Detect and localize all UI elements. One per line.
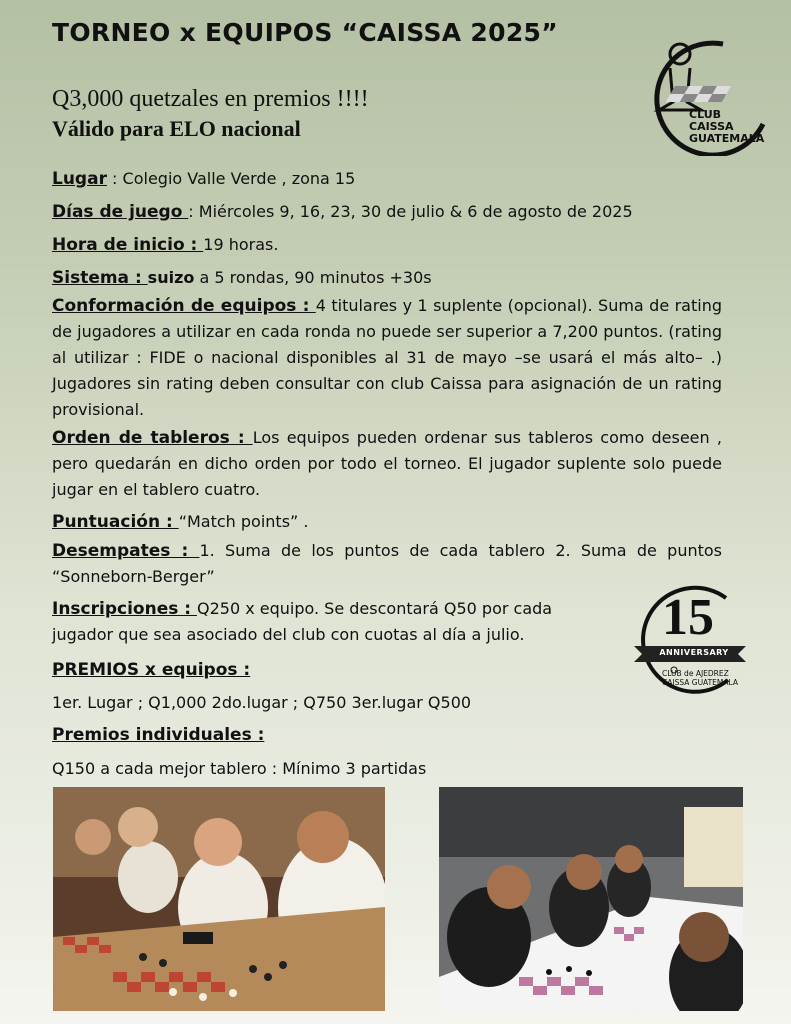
prize-headline: Q3,000 quetzales en premios !!!!: [52, 86, 369, 112]
conformacion-label: Conformación de equipos :: [52, 296, 316, 316]
premios-individuales-label: Premios individuales :: [52, 725, 265, 745]
premios-equipos-value: 1er. Lugar ; Q1,000 2do.lugar ; Q750 3er.lugar Q500: [52, 693, 472, 712]
sistema-label: Sistema :: [52, 268, 148, 288]
anniversary-line2: CAISSA GUATEMALA: [662, 678, 739, 687]
sistema-bold: suizo: [147, 268, 195, 287]
dias-label: Días de juego: [52, 202, 189, 222]
hora-row: [52, 232, 278, 258]
lugar-value: : Colegio Valle Verde , zona 15: [106, 169, 356, 188]
sistema-value: a 5 rondas, 90 minutos +30s: [194, 268, 432, 287]
lugar-row: [52, 166, 355, 192]
logo-line-club: CLUB: [689, 108, 722, 121]
premios-equipos-heading: [52, 657, 250, 683]
tournament-photo-right: [439, 787, 743, 1011]
hora-value: 19 horas.: [203, 235, 279, 254]
elo-headline: Válido para ELO nacional: [52, 116, 301, 141]
conformacion-value: 4 titulares y 1 suplente (opcional). Suma de rating de jugadores a utilizar en cada ronda no puede ser superior a 7,200 puntos. (rating al utilizar : FIDE o nacional disponibles al 31 de mayo –se usará el más alto– .) Jugadores sin rating deben consultar con club Caissa para asignación de un rating provisional.: [52, 296, 722, 419]
orden-label: Orden de tableros :: [52, 428, 253, 448]
inscripciones-label: Inscripciones :: [52, 599, 197, 619]
conformacion-paragraph: [52, 293, 722, 423]
puntuacion-value: “Match points” .: [178, 512, 309, 531]
premios-individuales-value: Q150 a cada mejor tablero : Mínimo 3 partidas: [52, 759, 427, 778]
inscripciones-paragraph: [52, 596, 607, 648]
orden-value: Los equipos pueden ordenar sus tableros como deseen , pero quedarán en dicho orden por todo el torneo. El jugador suplente solo puede jugar en el tablero cuatro.: [52, 428, 722, 499]
anniversary-banner: ANNIVERSARY: [659, 648, 729, 657]
inscripciones-value: Q250 x equipo. Se descontará Q50 por cada jugador que sea asociado del club con cuotas al día a julio.: [52, 599, 553, 644]
hora-label: Hora de inicio :: [52, 235, 204, 255]
desempates-paragraph: [52, 538, 722, 590]
logo-line-guatemala: GUATEMALA: [689, 132, 765, 145]
orden-paragraph: [52, 425, 722, 503]
puntuacion-label: Puntuación :: [52, 512, 179, 532]
anniversary-logo: [614, 584, 754, 696]
club-caissa-logo: [623, 16, 773, 156]
anniversary-line1: CLUB de AJEDREZ: [662, 669, 729, 678]
tournament-photo-left: [53, 787, 385, 1011]
puntuacion-row: [52, 509, 308, 535]
desempates-value: 1. Suma de los puntos de cada tablero 2. Suma de puntos “Sonneborn-Berger”: [52, 541, 722, 586]
desempates-label: Desempates :: [52, 541, 200, 561]
logo-line-caissa: CAISSA: [689, 120, 734, 133]
anniversary-number: 15: [662, 589, 714, 646]
sistema-row: [52, 265, 432, 291]
lugar-label: Lugar: [52, 169, 107, 189]
premios-equipos-label: PREMIOS x equipos :: [52, 660, 251, 680]
dias-row: [52, 199, 633, 225]
page-title: TORNEO x EQUIPOS “CAISSA 2025”: [52, 18, 558, 47]
premios-individuales-heading: [52, 722, 264, 748]
dias-value: : Miércoles 9, 16, 23, 30 de julio & 6 de agosto de 2025: [188, 202, 633, 221]
